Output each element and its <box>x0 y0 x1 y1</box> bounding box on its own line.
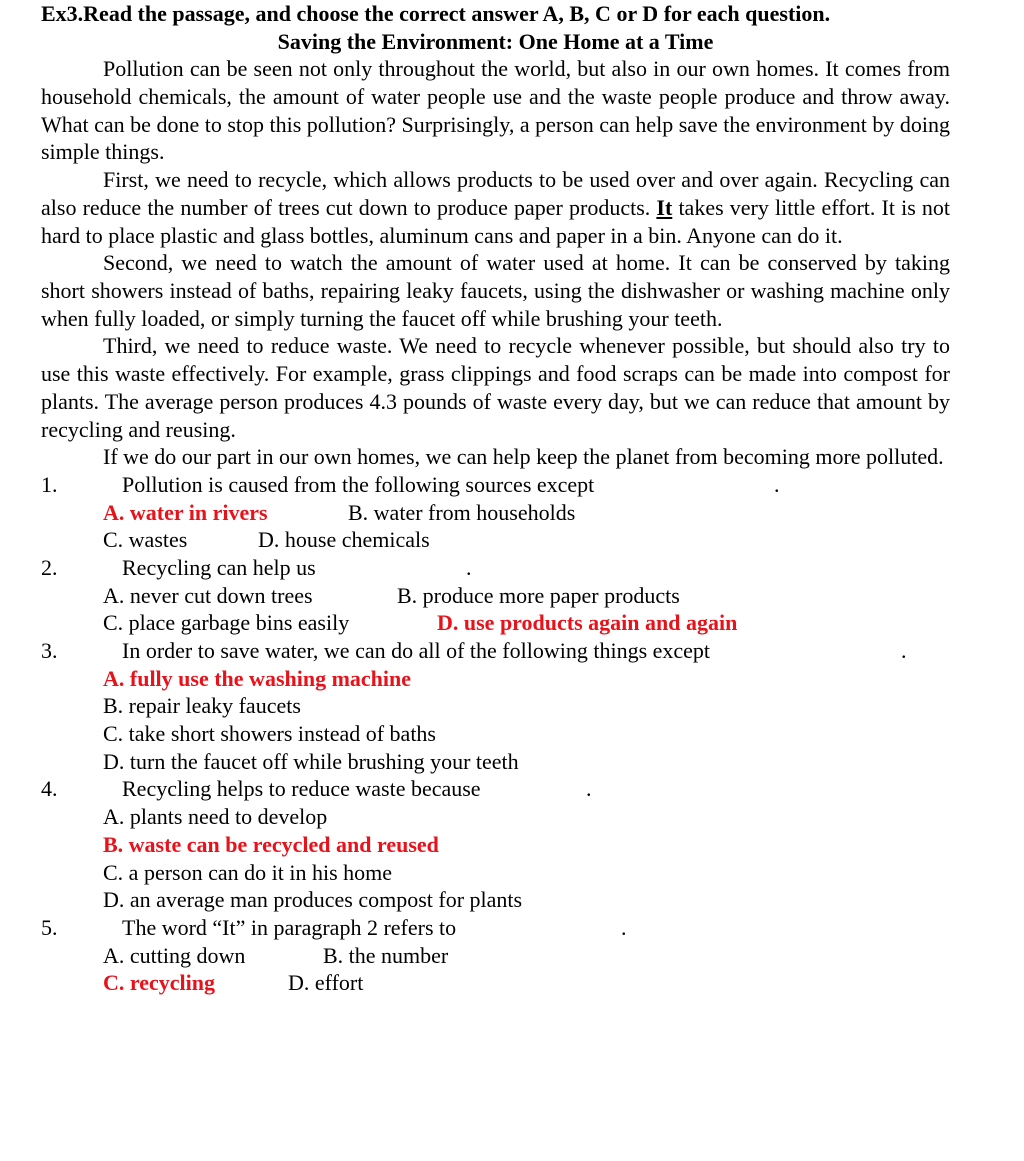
question-5-options-row-1 <box>41 942 950 970</box>
question-3-option-c <box>41 720 950 748</box>
question-number: 5. <box>41 914 58 940</box>
paragraph-1: Pollution can be seen not only throughout the world, but also in our own homes. It comes from household chemicals, the amount of water people use and the waste people produce and throw away. What can be done to stop this pollution? Surprisingly, a person can help save the environment by doing simple things. <box>41 56 950 165</box>
option-d[interactable]: D. an average man produces compost for plants <box>103 887 523 913</box>
question-2-options-row-2 <box>41 609 950 637</box>
question-stem: Recycling helps to reduce waste because <box>122 776 481 802</box>
question-stem: Pollution is caused from the following sources except <box>122 471 595 497</box>
option-d[interactable]: D. effort <box>288 970 364 996</box>
question-1 <box>41 471 950 499</box>
answer-blank-dot: . <box>621 914 627 940</box>
paragraph-2-part-b: takes very little effort. It is not hard to place plastic and glass bottles, aluminum cans and paper in a bin. Anyone can do it. <box>41 194 951 248</box>
passage-title: Saving the Environment: One Home at a Time <box>277 28 714 54</box>
worksheet <box>41 0 950 997</box>
option-d[interactable]: D. house chemicals <box>258 527 430 553</box>
option-c[interactable]: C. take short showers instead of baths <box>103 721 436 747</box>
question-3-option-b <box>41 692 950 720</box>
option-b[interactable]: B. repair leaky faucets <box>103 693 301 719</box>
option-c[interactable]: C. wastes <box>103 527 188 553</box>
question-2 <box>41 554 950 582</box>
option-b[interactable]: B. water from households <box>348 499 576 525</box>
paragraph-3: Second, we need to watch the amount of water used at home. It can be conserved by taking short showers instead of baths, repairing leaky faucets, using the dishwasher or washing machine only when fully loaded, or simply turning the faucet off while brushing your teeth. <box>41 250 950 331</box>
answer-blank-dot: . <box>901 638 907 664</box>
question-stem: The word “It” in paragraph 2 refers to <box>122 914 457 940</box>
question-1-options-row-2 <box>41 526 950 554</box>
question-3-option-d <box>41 748 950 776</box>
option-c[interactable]: C. a person can do it in his home <box>103 859 393 885</box>
question-2-options-row-1 <box>41 582 950 610</box>
option-b[interactable]: B. the number <box>323 942 449 968</box>
underlined-word-it: It <box>656 194 673 220</box>
paragraph-5: If we do our part in our own homes, we can help keep the planet from becoming more polluted. <box>103 444 944 470</box>
question-stem: Recycling can help us <box>122 554 316 580</box>
paragraph-4: Third, we need to reduce waste. We need to recycle whenever possible, but should also try to use this waste effectively. For example, grass clippings and food scraps can be made into compost for plants. The average person produces 4.3 pounds of waste every day, but we can reduce that amount by recycling and reusing. <box>41 333 950 442</box>
option-b[interactable]: B. produce more paper products <box>397 582 680 608</box>
question-4-option-d <box>41 886 950 914</box>
answer-blank-dot: . <box>586 776 592 802</box>
answer-blank-dot: . <box>466 554 472 580</box>
question-3 <box>41 637 950 665</box>
question-1-options-row-1 <box>41 499 950 527</box>
question-stem: In order to save water, we can do all of the following things except <box>122 638 711 664</box>
question-4-option-c <box>41 859 950 887</box>
question-number: 2. <box>41 554 58 580</box>
question-number: 4. <box>41 776 58 802</box>
option-b-correct[interactable]: B. waste can be recycled and reused <box>103 831 439 857</box>
paragraph-2-part-a: First, we need to recycle, which allows products to be used over and over again. Recycling can also reduce the number of trees cut down to produce paper products. <box>41 167 950 220</box>
option-d-correct[interactable]: D. use products again and again <box>437 610 738 636</box>
option-c-correct[interactable]: C. recycling <box>103 970 216 996</box>
question-4-option-b <box>41 831 950 859</box>
question-5 <box>41 914 950 942</box>
question-number: 1. <box>41 471 58 497</box>
question-5-options-row-2 <box>41 969 950 997</box>
answer-blank-dot: . <box>774 471 780 497</box>
exercise-heading: Ex3.Read the passage, and choose the correct answer A, B, C or D for each question. <box>41 1 831 26</box>
question-4 <box>41 775 950 803</box>
option-c[interactable]: C. place garbage bins easily <box>103 610 350 636</box>
question-number: 3. <box>41 638 58 664</box>
paragraph-2 <box>41 166 950 249</box>
option-a-correct[interactable]: A. water in rivers <box>103 499 268 525</box>
question-3-option-a <box>41 665 950 693</box>
option-a[interactable]: A. cutting down <box>103 942 246 968</box>
option-a[interactable]: A. never cut down trees <box>103 582 313 608</box>
option-a[interactable]: A. plants need to develop <box>103 804 328 830</box>
option-d[interactable]: D. turn the faucet off while brushing your teeth <box>103 748 519 774</box>
question-4-option-a <box>41 803 950 831</box>
option-a-correct[interactable]: A. fully use the washing machine <box>103 665 412 691</box>
